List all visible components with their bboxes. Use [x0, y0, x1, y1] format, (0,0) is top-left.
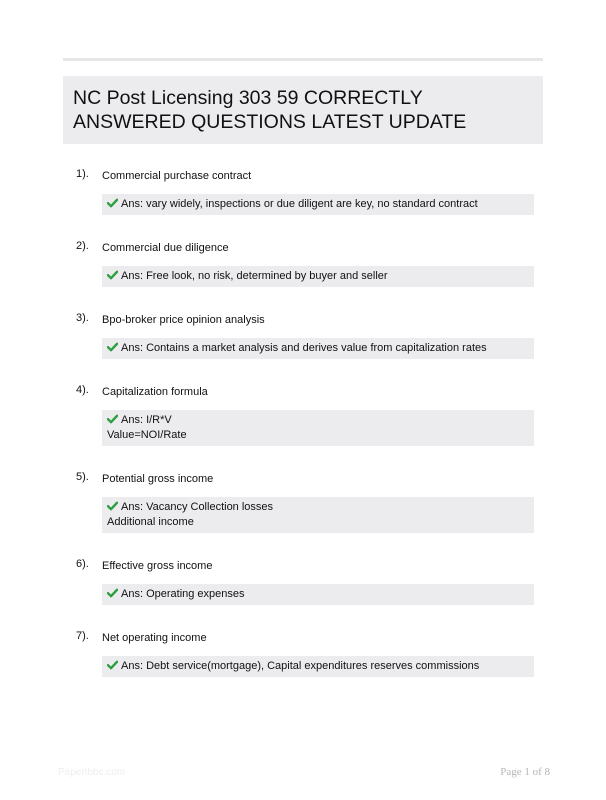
- question-text: Effective gross income: [102, 560, 213, 572]
- answer-box: [102, 656, 534, 677]
- check-icon: [107, 660, 118, 670]
- answer-text-continued: Value=NOI/Rate: [107, 429, 187, 441]
- question-text: Commercial due diligence: [102, 242, 229, 254]
- check-icon: [107, 414, 118, 424]
- answer-text-continued: Additional income: [107, 516, 194, 528]
- question-item: [63, 238, 543, 287]
- question-number: 6).: [76, 558, 89, 570]
- question-text: Commercial purchase contract: [102, 170, 252, 182]
- question-item: [63, 556, 543, 605]
- title-banner: [63, 76, 543, 144]
- check-icon: [107, 588, 118, 598]
- answer-text: Ans: vary widely, inspections or due diligent are key, no standard contract: [121, 198, 478, 210]
- question-number: 7).: [76, 630, 89, 642]
- question-item: [63, 310, 543, 359]
- top-divider: [63, 58, 543, 61]
- answer-text: Ans: Operating expenses: [121, 588, 245, 600]
- question-text: Capitalization formula: [102, 386, 208, 398]
- question-text: Net operating income: [102, 632, 207, 644]
- check-icon: [107, 501, 118, 511]
- question-number: 1).: [76, 168, 89, 180]
- check-icon: [107, 270, 118, 280]
- answer-box: [102, 584, 534, 605]
- answer-box: [102, 338, 534, 359]
- page-number: Page 1 of 8: [500, 766, 550, 778]
- check-icon: [107, 198, 118, 208]
- question-text: Bpo-broker price opinion analysis: [102, 314, 265, 326]
- answer-text: Ans: Debt service(mortgage), Capital expenditures reserves commissions: [121, 660, 480, 672]
- question-item: [63, 628, 543, 677]
- answer-text: Ans: I/R*V: [121, 414, 172, 426]
- question-number: 4).: [76, 384, 89, 396]
- question-list: [63, 166, 543, 677]
- answer-text: Ans: Vacancy Collection losses: [121, 501, 274, 513]
- question-number: 2).: [76, 240, 89, 252]
- question-item: [63, 469, 543, 533]
- answer-box: [102, 266, 534, 287]
- check-icon: [107, 342, 118, 352]
- answer-text: Ans: Free look, no risk, determined by buyer and seller: [121, 270, 388, 282]
- answer-box: [102, 497, 534, 533]
- question-item: [63, 166, 543, 215]
- document-title: NC Post Licensing 303 59 CORRECTLY ANSWERED QUESTIONS LATEST UPDATE: [73, 87, 467, 133]
- question-number: 3).: [76, 312, 89, 324]
- answer-box: [102, 194, 534, 215]
- question-item: [63, 382, 543, 446]
- footer-watermark: Papertbbc.com: [58, 767, 126, 778]
- answer-text: Ans: Contains a market analysis and derives value from capitalization rates: [121, 342, 487, 354]
- answer-box: [102, 410, 534, 446]
- question-number: 5).: [76, 471, 89, 483]
- question-text: Potential gross income: [102, 473, 214, 485]
